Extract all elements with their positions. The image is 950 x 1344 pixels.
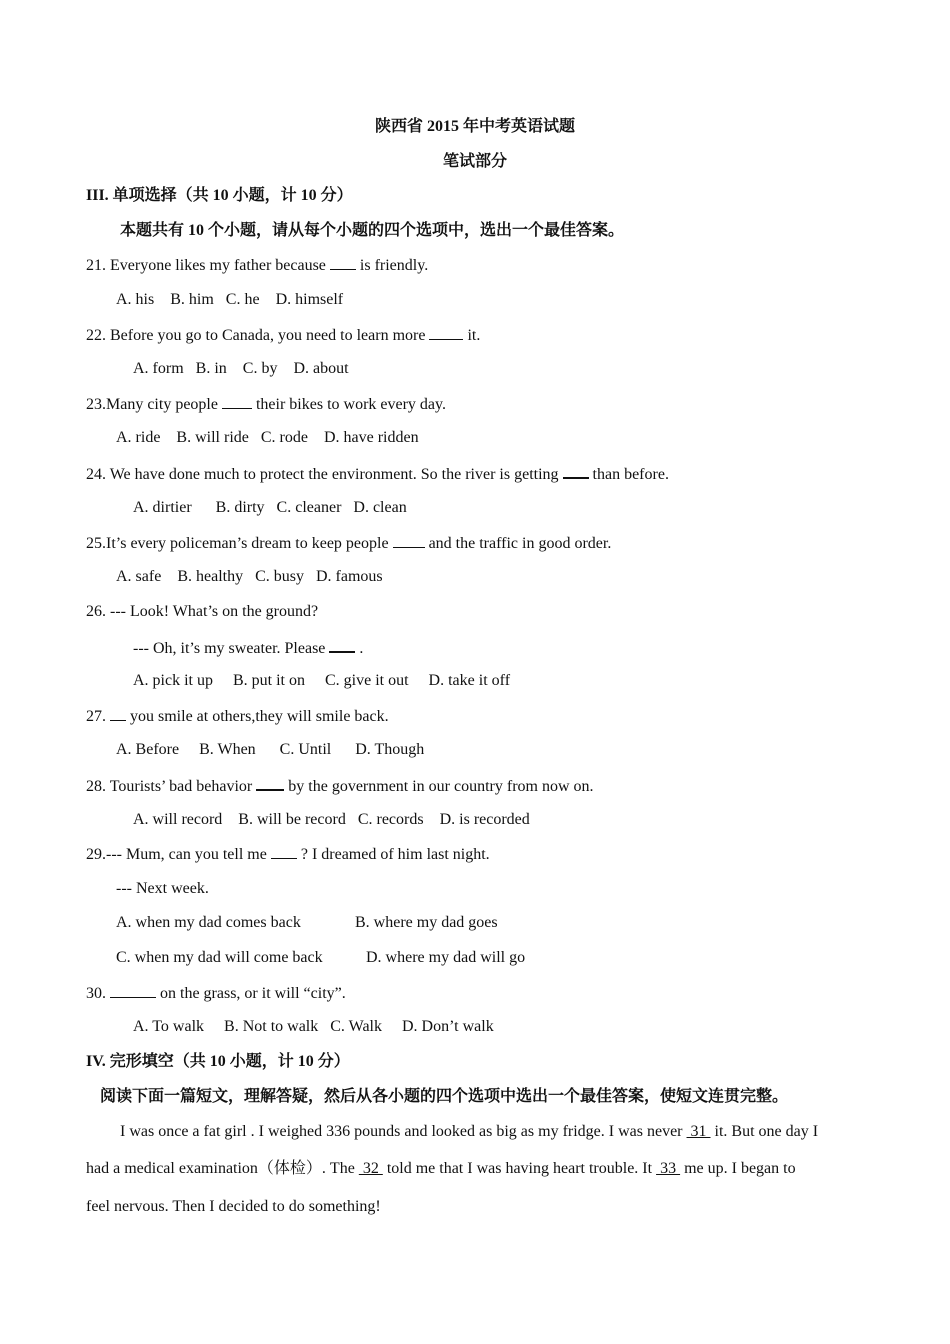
question-stem: by the government in our country from now on. xyxy=(284,778,594,795)
question-29-reply: --- Next week. xyxy=(116,880,209,897)
answer-blank xyxy=(329,637,355,653)
passage-text: me up. I began to xyxy=(680,1160,796,1177)
answer-blank xyxy=(110,983,156,998)
reply-text: --- Oh, it’s my sweater. Please xyxy=(133,640,330,657)
passage-line-3: feel nervous. Then I decided to do something! xyxy=(86,1198,381,1215)
question-24-options: A. dirtier B. dirty C. cleaner D. clean xyxy=(133,499,407,516)
question-24 xyxy=(86,463,669,485)
reply-text: . xyxy=(355,640,364,657)
passage-line-2 xyxy=(86,1159,796,1179)
question-stem: 29.--- Mum, can you tell me xyxy=(86,846,271,863)
answer-blank xyxy=(393,533,425,548)
question-stem: 27. xyxy=(86,708,110,725)
question-25-options: A. safe B. healthy C. busy D. famous xyxy=(116,568,383,585)
page-title: 陕西省 2015 年中考英语试题 xyxy=(374,118,575,135)
answer-blank xyxy=(429,325,463,340)
section-4-instruction: 阅读下面一篇短文，理解答疑，然后从各小题的四个选项中选出一个最佳答案，使短文连贯完整。 xyxy=(100,1088,789,1105)
question-30-options: A. To walk B. Not to walk C. Walk D. Don’t walk xyxy=(133,1018,494,1035)
question-stem: 23.Many city people xyxy=(86,396,222,413)
question-stem: 25.It’s every policeman’s dream to keep people xyxy=(86,535,393,552)
question-25 xyxy=(86,533,611,554)
question-26-reply xyxy=(133,637,363,659)
question-stem: their bikes to work every day. xyxy=(251,396,446,413)
question-29-option-b: B. where my dad goes xyxy=(355,914,498,931)
passage-line-1 xyxy=(120,1122,818,1142)
question-stem: 21. Everyone likes my father because xyxy=(86,257,330,274)
cloze-blank-33: 33 xyxy=(656,1160,681,1177)
question-23 xyxy=(86,394,446,415)
section-3-instruction: 本题共有 10 个小题，请从每个小题的四个选项中，选出一个最佳答案。 xyxy=(120,222,625,239)
answer-blank xyxy=(256,775,284,791)
question-stem: 24. We have done much to protect the environment. So the river is getting xyxy=(86,466,563,483)
question-stem: 30. xyxy=(86,985,110,1002)
section-3-heading: III. 单项选择（共 10 小题，计 10 分） xyxy=(86,187,353,204)
passage-text: told me that I was having heart trouble. It xyxy=(382,1160,657,1177)
answer-blank xyxy=(563,463,589,479)
passage-text: had a medical examination（体检）. The xyxy=(86,1160,359,1177)
question-stem: it. xyxy=(463,327,481,344)
cloze-blank-31: 31 xyxy=(686,1123,711,1140)
question-stem: and the traffic in good order. xyxy=(424,535,612,552)
question-30 xyxy=(86,983,346,1004)
question-22-options: A. form B. in C. by D. about xyxy=(133,360,349,377)
question-29-option-c: C. when my dad will come back xyxy=(116,949,323,966)
question-27-options: A. Before B. When C. Until D. Though xyxy=(116,741,425,758)
question-stem: 22. Before you go to Canada, you need to learn more xyxy=(86,327,430,344)
question-28-options: A. will record B. will be record C. records D. is recorded xyxy=(133,811,530,828)
question-26: 26. --- Look! What’s on the ground? xyxy=(86,603,319,620)
question-stem: ? I dreamed of him last night. xyxy=(296,846,490,863)
question-22 xyxy=(86,325,480,346)
passage-text: I was once a fat girl . I weighed 336 pounds and looked as big as my fridge. I was never xyxy=(120,1123,687,1140)
question-21 xyxy=(86,255,428,276)
answer-blank xyxy=(271,844,297,859)
question-29-option-a: A. when my dad comes back xyxy=(116,914,301,931)
question-stem: than before. xyxy=(588,466,669,483)
answer-blank xyxy=(110,706,126,721)
question-23-options: A. ride B. will ride C. rode D. have ridden xyxy=(116,429,419,446)
cloze-blank-32: 32 xyxy=(358,1160,383,1177)
question-stem: 28. Tourists’ bad behavior xyxy=(86,778,257,795)
answer-blank xyxy=(222,394,252,409)
question-stem: is friendly. xyxy=(355,257,429,274)
page-subtitle: 笔试部分 xyxy=(442,153,507,170)
passage-text: it. But one day I xyxy=(710,1123,819,1140)
question-stem: you smile at others,they will smile back. xyxy=(126,708,389,725)
section-4-heading: IV. 完形填空（共 10 小题，计 10 分） xyxy=(86,1053,350,1070)
question-28 xyxy=(86,775,594,797)
question-21-options: A. his B. him C. he D. himself xyxy=(116,291,344,308)
question-29-option-d: D. where my dad will go xyxy=(366,949,526,966)
answer-blank xyxy=(330,255,356,270)
question-26-options: A. pick it up B. put it on C. give it out D. take it off xyxy=(133,672,511,689)
question-stem: on the grass, or it will “city”. xyxy=(156,985,346,1002)
question-27 xyxy=(86,706,389,727)
question-29 xyxy=(86,844,490,865)
